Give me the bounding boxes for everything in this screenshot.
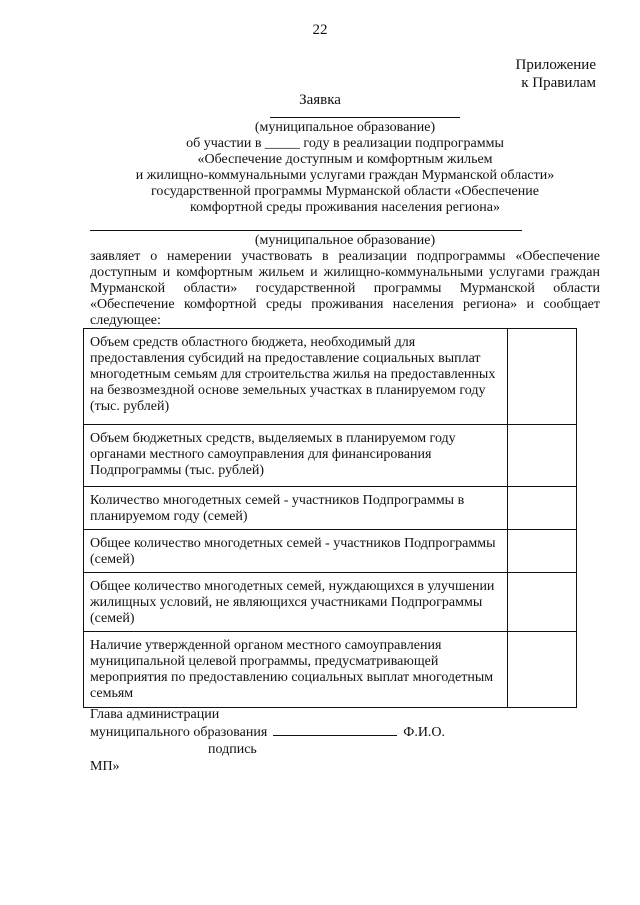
table-row [84,329,577,425]
appendix-heading [515,56,596,92]
appendix-line-1: Приложение [515,57,596,73]
row-value-cell[interactable] [507,632,576,708]
row-value-cell[interactable] [507,573,576,632]
header-line: (муниципальное образование) [254,120,436,135]
header-line: «Обеспечение доступным и комфортным жильем [197,152,493,167]
header-line: государственной программы Мурманской области «Обеспечение [151,184,539,199]
header-line: комфортной среды проживания населения региона» [190,200,500,215]
row-label: Количество многодетных семей - участников Подпрограммы в планируемом году (семей) [84,487,508,530]
signature-title: Глава администрации [90,707,220,722]
signature-fio: Ф.И.О. [403,725,446,740]
signature-block [90,706,590,758]
row-value-cell[interactable] [507,425,576,487]
row-label: Объем бюджетных средств, выделяемых в планируемом году органами местного самоуправления для финансирования Подпрограммы (тыс. рублей) [84,425,508,487]
table-row [84,530,577,573]
page-number: 22 [312,22,328,38]
parameters-table [83,328,577,708]
appendix-line-2: к Правилам [521,75,596,91]
row-value-cell[interactable] [507,329,576,425]
row-label: Общее количество многодетных семей - участников Подпрограммы (семей) [84,530,508,573]
document-title: Заявка [299,92,341,108]
row-label: Объем средств областного бюджета, необходимый для предоставления субсидий на предоставление социальных выплат многодетным семьям для строительства жилья на предоставленных на безвозмездной основе земельных участках в планируемом году (тыс. рублей) [84,329,508,425]
table-row [84,425,577,487]
row-value-cell[interactable] [507,530,576,573]
table-row [84,487,577,530]
signature-caption: подпись [208,742,257,757]
header-line: и жилищно-коммунальными услугами граждан Мурманской области» [135,168,555,183]
municipality-blank-line-1 [270,117,460,118]
header-line: об участии в _____ году в реализации подпрограммы [186,136,504,151]
table-row [84,573,577,632]
signature-line[interactable] [273,723,397,736]
signature-title-2: муниципального образования [90,725,268,740]
municipality-blank-line-2 [90,230,522,231]
header-block [110,120,580,216]
row-value-cell[interactable] [507,487,576,530]
signature-row [90,723,590,741]
row-label: Наличие утвержденной органом местного самоуправления муниципальной целевой программы, предусматривающей мероприятия по предоставлению социальных выплат многодетным семьям [84,632,508,708]
row-label: Общее количество многодетных семей, нуждающихся в улучшении жилищных условий, не являющихся участниками Подпрограммы (семей) [84,573,508,632]
stamp-place: МП» [90,759,120,774]
table-row [84,632,577,708]
municipality-caption: (муниципальное образование) [254,233,436,248]
declaration-text: заявляет о намерении участвовать в реализации подпрограммы «Обеспечение доступным и комфортным жильем и жилищно-коммунальными услугами граждан Мурманской области» государственной программы Мурманской области «Обеспечение комфортной среды проживания населения региона» и сообщает следующее: [90,249,600,328]
